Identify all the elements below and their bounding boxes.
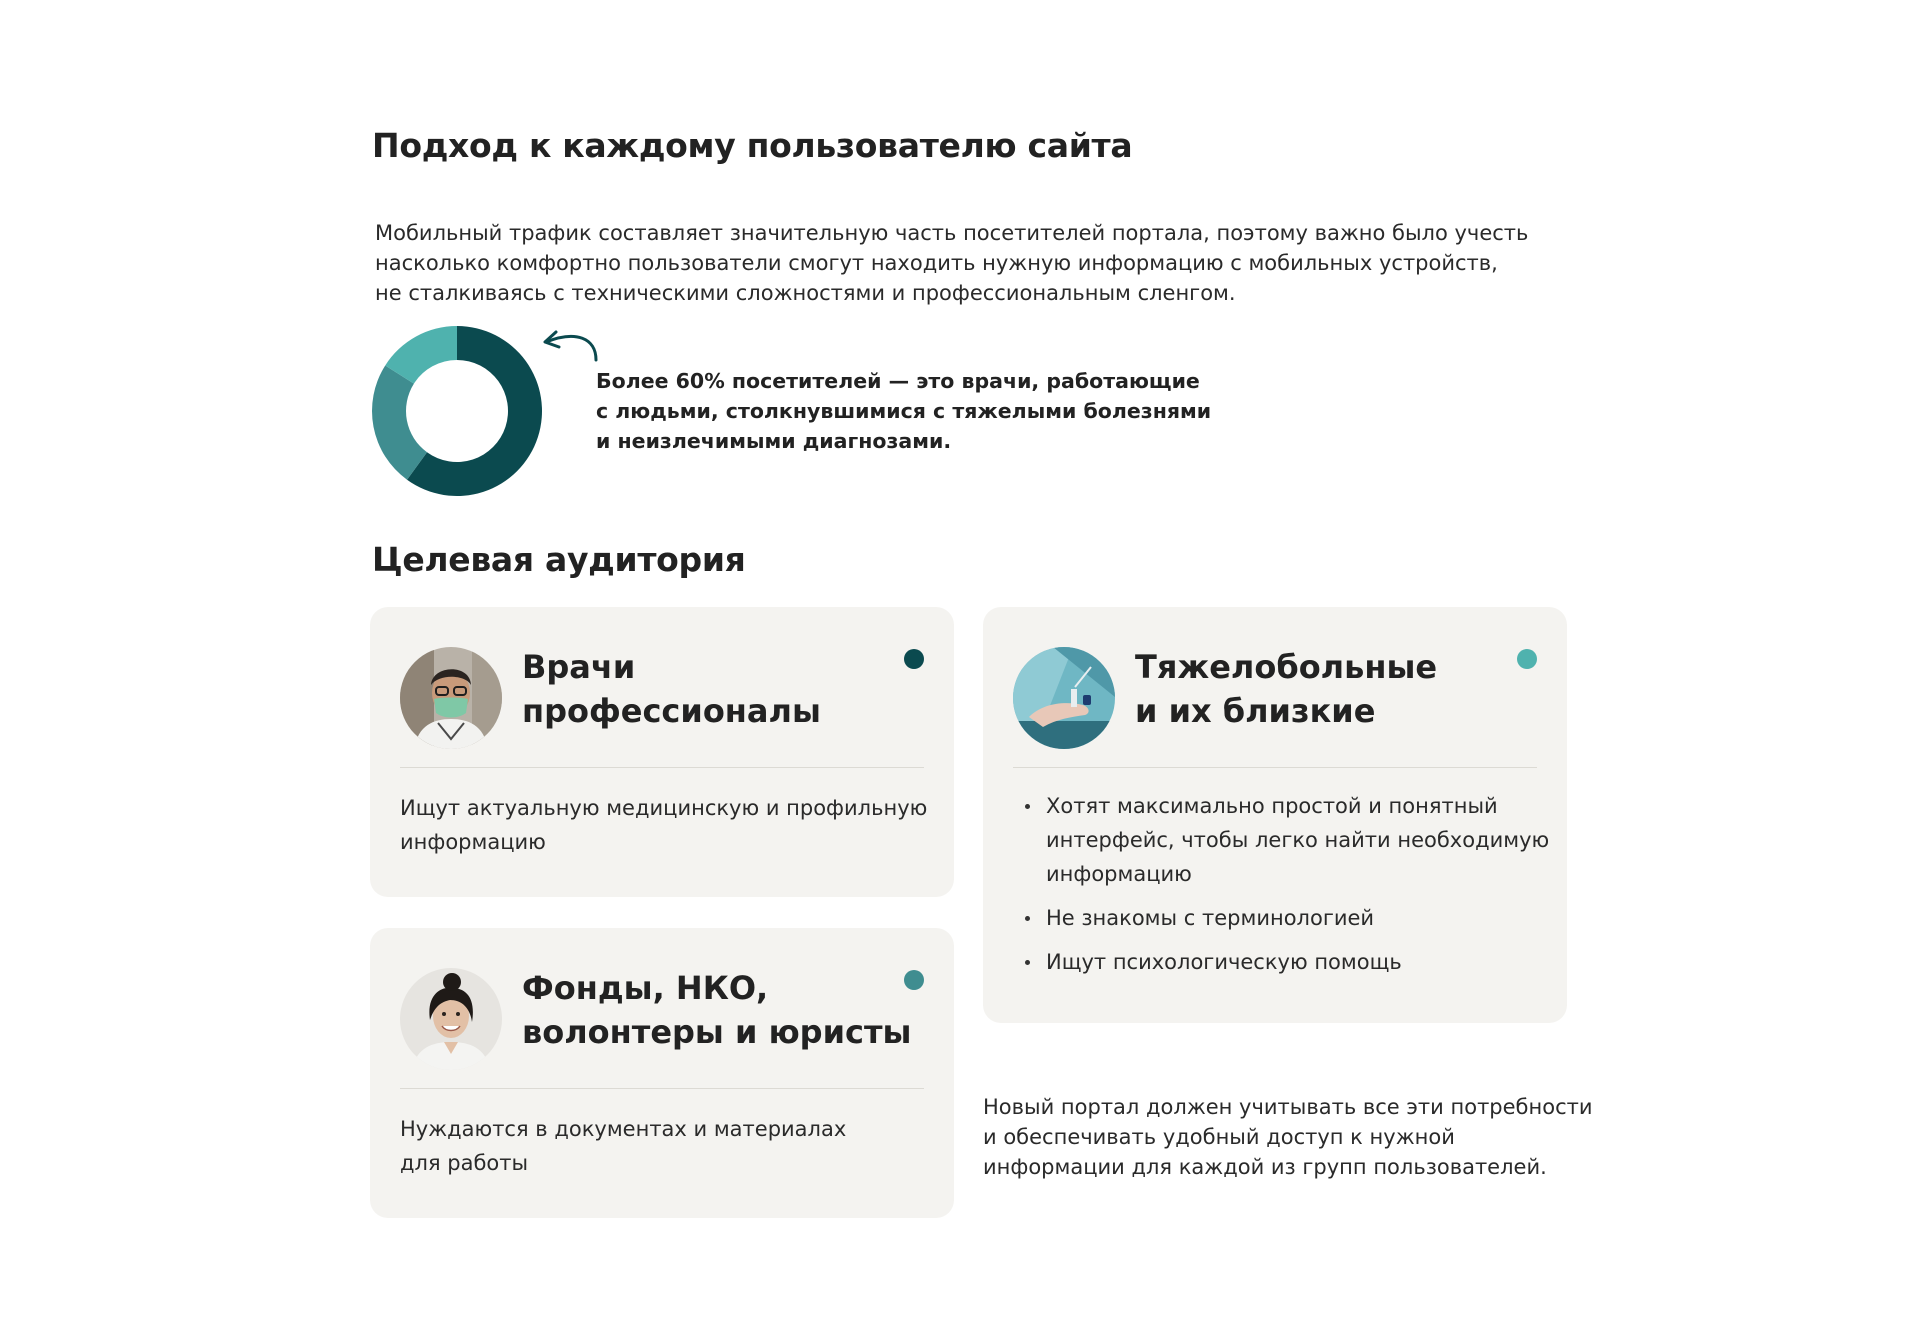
stat-line: с людьми, столкнувшимися с тяжелыми болезнями bbox=[596, 399, 1212, 423]
card-divider bbox=[1013, 767, 1537, 768]
curved-arrow-icon bbox=[538, 326, 602, 362]
group-color-dot bbox=[904, 970, 924, 990]
list-item-line: Ищут психологическую помощь bbox=[1046, 950, 1402, 974]
card-title-line: профессионалы bbox=[522, 692, 821, 730]
card-divider bbox=[400, 1088, 924, 1089]
list-item-line: Хотят максимально простой и понятный bbox=[1046, 794, 1498, 818]
audience-share-donut bbox=[372, 326, 542, 496]
patient-hand-avatar bbox=[1013, 647, 1115, 749]
card-title-line: Фонды, НКО, bbox=[522, 969, 769, 1007]
list-item bbox=[1013, 945, 1549, 979]
audience-card-patients bbox=[983, 607, 1567, 1023]
group-color-dot bbox=[1517, 649, 1537, 669]
card-title-line: Тяжелобольные bbox=[1135, 648, 1438, 686]
intro-line: не сталкиваясь с техническими сложностями и профессиональным сленгом. bbox=[375, 281, 1236, 305]
closing-line: и обеспечивать удобный доступ к нужной bbox=[983, 1125, 1455, 1149]
card-description bbox=[400, 791, 927, 859]
description-line: Нуждаются в документах и материалах bbox=[400, 1117, 847, 1141]
description-line: для работы bbox=[400, 1151, 529, 1175]
description-line: Ищут актуальную медицинскую и профильную bbox=[400, 796, 928, 820]
stat-line: и неизлечимыми диагнозами. bbox=[596, 429, 952, 453]
card-title bbox=[1135, 645, 1437, 733]
volunteer-woman-avatar bbox=[400, 968, 502, 1070]
donut-segment-2 bbox=[372, 365, 427, 479]
list-item-line: Не знакомы с терминологией bbox=[1046, 906, 1375, 930]
doctors-share-statement bbox=[596, 366, 1211, 456]
bullet-icon bbox=[1025, 960, 1030, 965]
list-item-line: интерфейс, чтобы легко найти необходимую bbox=[1046, 828, 1550, 852]
audience-card-funds bbox=[370, 928, 954, 1218]
closing-paragraph bbox=[983, 1092, 1593, 1182]
bullet-icon bbox=[1025, 916, 1030, 921]
needs-list bbox=[1013, 789, 1549, 989]
list-item bbox=[1013, 901, 1549, 935]
card-title-line: и их близкие bbox=[1135, 692, 1376, 730]
list-item bbox=[1013, 789, 1549, 891]
card-divider bbox=[400, 767, 924, 768]
description-line: информацию bbox=[400, 830, 546, 854]
section-title-audience: Целевая аудитория bbox=[372, 540, 746, 579]
card-description bbox=[400, 1112, 846, 1180]
closing-line: информации для каждой из групп пользователей. bbox=[983, 1155, 1547, 1179]
group-color-dot bbox=[904, 649, 924, 669]
intro-line: насколько комфортно пользователи смогут находить нужную информацию с мобильных устройств, bbox=[375, 251, 1498, 275]
intro-paragraph bbox=[375, 218, 1529, 308]
doctor-in-mask-avatar bbox=[400, 647, 502, 749]
card-title-line: Врачи bbox=[522, 648, 636, 686]
card-title bbox=[522, 645, 821, 733]
closing-line: Новый портал должен учитывать все эти потребности bbox=[983, 1095, 1593, 1119]
card-title-line: волонтеры и юристы bbox=[522, 1013, 912, 1051]
stat-line: Более 60% посетителей — это врачи, работающие bbox=[596, 369, 1200, 393]
card-title bbox=[522, 966, 911, 1054]
section-title-approach: Подход к каждому пользователю сайта bbox=[372, 126, 1133, 165]
audience-card-doctors bbox=[370, 607, 954, 897]
intro-line: Мобильный трафик составляет значительную часть посетителей портала, поэтому важно было учесть bbox=[375, 221, 1529, 245]
bullet-icon bbox=[1025, 804, 1030, 809]
list-item-line: информацию bbox=[1046, 862, 1192, 886]
